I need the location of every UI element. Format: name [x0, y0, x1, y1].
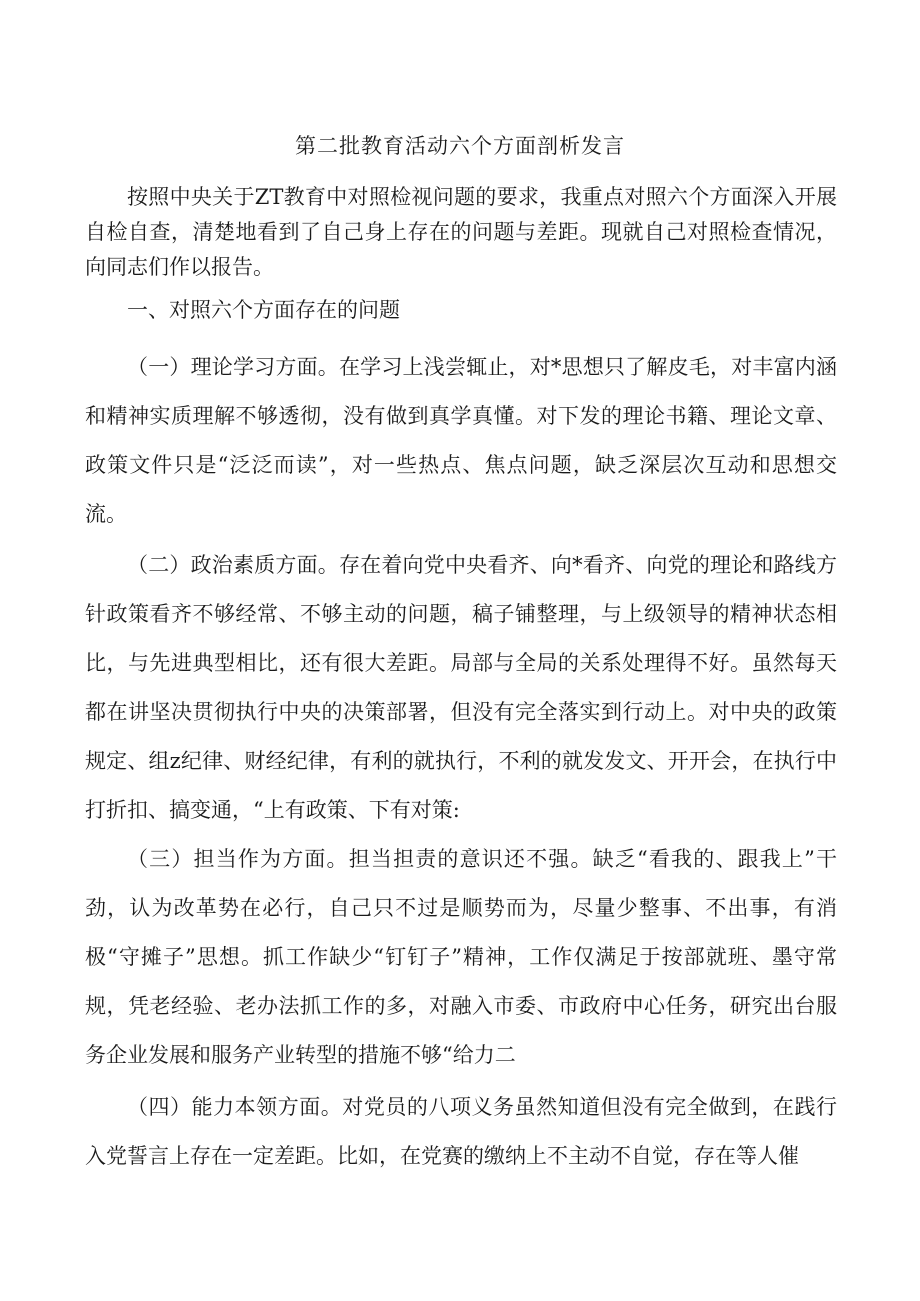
section-heading: 一、对照六个方面存在的问题 [127, 298, 400, 322]
paragraph-theory-study: （一）理论学习方面。在学习上浅尝辄止，对*思想只了解皮毛，对丰富内涵和精神实质理解不够透彻，没有做到真学真懂。对下发的理论书籍、理论文章、政策文件只是“泛泛而读”，对一些热点、焦点问题，缺乏深层次互动和思想交流。 [85, 355, 837, 526]
paragraph-responsibility: （三）担当作为方面。担当担责的意识还不强。缺乏“看我的、跟我上”干劲，认为改革势在必行，自己只不过是顺势而为，尽量少整事、不出事，有消极“守摊子”思想。抓工作缺少“钉钉子”精神，工作仅满足于按部就班、墨守常规，凭老经验、老办法抓工作的多，对融入市委、市政府中心任务，研究出台服务企业发展和服务产业转型的措施不够“给力二 [85, 847, 837, 1067]
paragraph-political-quality: （二）政治素质方面。存在着向党中央看齐、向*看齐、向党的理论和路线方针政策看齐不够经常、不够主动的问题，稿子铺整理，与上级领导的精神状态相比，与先进典型相比，还有很大差距。局部与全局的关系处理得不好。虽然每天都在讲坚决贯彻执行中央的决策部署，但没有完全落实到行动上。对中央的政策规定、组z纪律、财经纪律，有利的就执行，不利的就发发文、开开会，在执行中打折扣、搞变通，“上有政策、下有对策: [85, 553, 837, 822]
intro-paragraph: 按照中央关于ZT教育中对照检视问题的要求，我重点对照六个方面深入开展自检自查，清楚地看到了自己身上存在的问题与差距。现就自己对照检查情况，向同志们作以报告。 [85, 185, 837, 279]
paragraph-ability: （四）能力本领方面。对党员的八项义务虽然知道但没有完全做到，在践行入党誓言上存在一定差距。比如，在党赛的缴纳上不主动不自觉，存在等人催 [85, 1095, 837, 1168]
document-title: 第二批教育活动六个方面剖析发言 [295, 134, 625, 158]
